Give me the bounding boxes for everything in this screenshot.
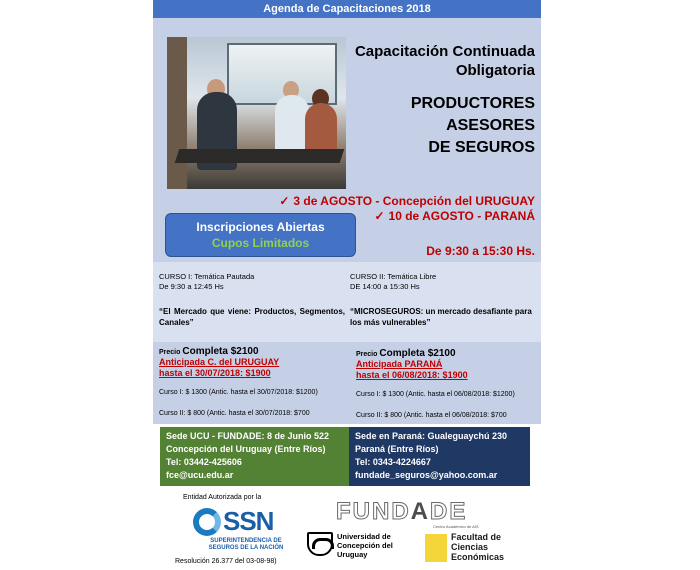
sede-ucu-box: Sede UCU - FUNDADE: 8 de Junio 522 Concepción del Uruguay (Entre Ríos) Tel: 03442-425606 fce@ucu.edu.ar (160, 427, 350, 486)
course-card (350, 272, 536, 328)
course-time: DE 14:00 a 15:30 Hs (350, 282, 420, 291)
email-link[interactable]: fundade_seguros@yahoo.com.ar (355, 470, 498, 480)
check-icon: ✓ (279, 194, 290, 208)
course-title: Capacitación Continuada Obligatoria (354, 43, 535, 79)
check-icon: ✓ (374, 209, 385, 223)
course-card (159, 272, 345, 328)
inscriptions-badge: Inscripciones Abiertas Cupos Limitados (165, 213, 356, 257)
ssn-logo: SSN SUPERINTENDENCIA DE SEGUROS DE LA NACIÓN (193, 508, 293, 544)
fce-square-icon (425, 534, 447, 562)
price-anticipada: Anticipada PARANÁ (356, 359, 443, 369)
course-desc: “MICROSEGUROS: un mercado desafiante para los más vulnerables” (350, 307, 532, 327)
price-curso2: Curso II: $ 800 (Antic. hasta el 06/08/2018: $700 (356, 412, 507, 419)
email-link[interactable]: fce@ucu.edu.ar (166, 470, 234, 480)
price-block (356, 348, 542, 419)
price-full: Precio Completa $2100 (356, 348, 456, 359)
courses-section (153, 262, 541, 342)
prices-section (153, 342, 541, 424)
price-full: Precio Completa $2100 (159, 346, 259, 357)
logos-footer (153, 490, 541, 570)
price-curso1: Curso I: $ 1300 (Antic. hasta el 30/07/2018: $1200) (159, 389, 318, 396)
resolucion-text: Resolución 26.377 del 03-08-98) (175, 558, 277, 565)
fce-logo: Facultad de Ciencias Económicas (425, 532, 537, 566)
price-curso2: Curso II: $ 800 (Antic. hasta el 30/07/2018: $700 (159, 410, 310, 417)
fundade-subtitle: Centro Académico de AIS (433, 524, 479, 529)
ucu-logo: Universidad de Concepción del Uruguay (307, 530, 417, 566)
ssn-ring-icon (193, 508, 221, 536)
hero-section (153, 18, 541, 262)
price-anticipada-date: hasta el 30/07/2018: $1900 (159, 368, 271, 378)
price-curso1: Curso I: $ 1300 (Antic. hasta el 06/08/2018: $1200) (356, 391, 515, 398)
price-block (159, 346, 345, 417)
course-desc: “El Mercado que viene: Productos, Segmentos, Canales” (159, 307, 345, 327)
audience-title: PRODUCTORES ASESORES DE SEGUROS (410, 95, 535, 156)
shield-icon (307, 532, 333, 556)
flyer (153, 0, 541, 570)
price-anticipada: Anticipada C. del URUGUAY (159, 357, 280, 367)
date-item: ✓ 3 de AGOSTO - Concepción del URUGUAY (279, 194, 535, 208)
schedule-hours: De 9:30 a 15:30 Hs. (426, 244, 535, 258)
date-item: ✓ 10 de AGOSTO - PARANÁ (374, 209, 535, 223)
sede-parana-box: Sede en Paraná: Gualeguaychú 230 Paraná (Entre Ríos) Tel: 0343-4224667 fundade_seguros@yahoo.com.ar (349, 427, 530, 486)
fundade-logo: FUNDADE (336, 498, 468, 525)
course-title: CURSO I: Temática Pautada (159, 272, 255, 281)
course-time: De 9:30 a 12:45 Hs (159, 282, 224, 291)
price-anticipada-date: hasta el 06/08/2018: $1900 (356, 370, 468, 380)
agenda-header: Agenda de Capacitaciones 2018 (153, 0, 541, 18)
entidad-label: Entidad Autorizada por la (183, 494, 262, 501)
course-title: CURSO II: Temática Libre (350, 272, 437, 281)
